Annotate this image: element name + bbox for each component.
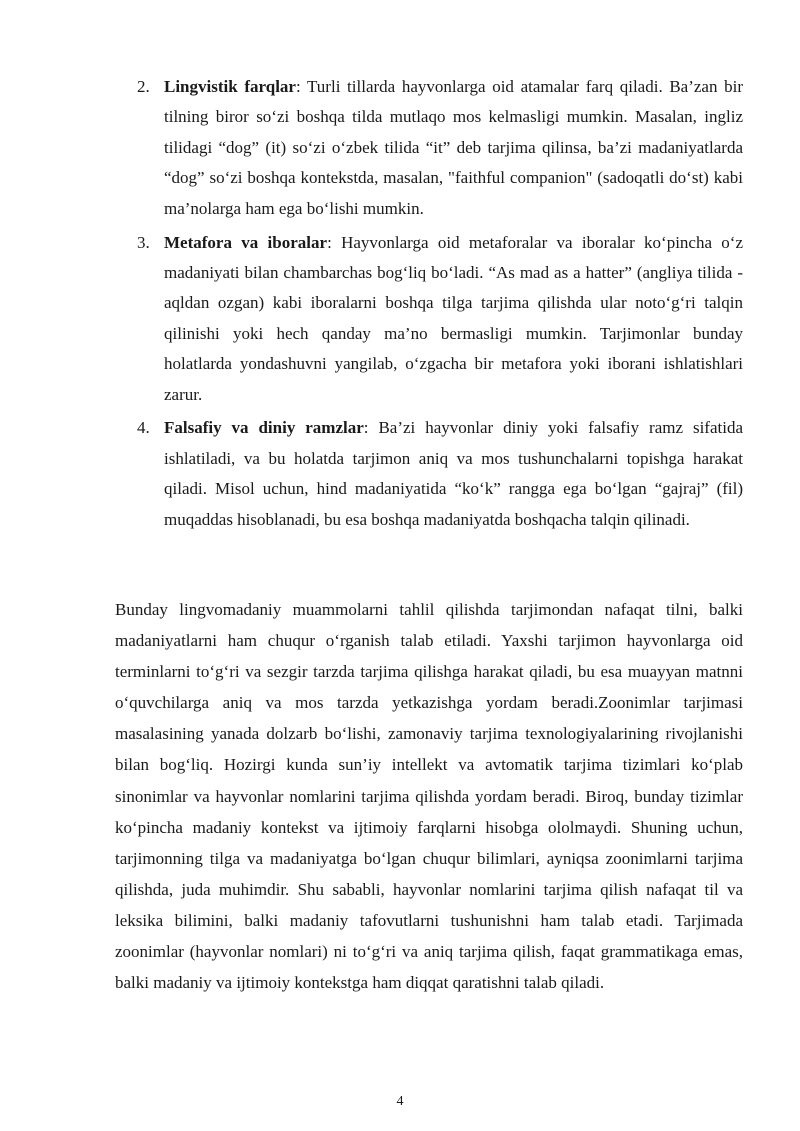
list-item [137,72,743,224]
list-item [137,228,743,410]
list-term: Lingvistik farqlar [164,77,296,96]
list-term: Metafora va iboralar [164,232,328,252]
list-item [137,413,743,535]
list-term: Falsafiy va diniy ramzlar [164,418,364,438]
body-paragraph: Bunday lingvomadaniy muammolarni tahlil qilishda tarjimondan nafaqat tilni, balki madaniyatlarni ham chuqur o‘rganish talab etiladi. Yaxshi tarjimon hayvonlarga oid terminlarni to‘g‘ri va sezgir tarzda tarjima qilishga harakat qiladi, bu esa muayyan matnni o‘quvchilarga aniq va mos tarzda yetkazishga yordam beradi.Zoonimlar tarjimasi masalasining yanada dolzarb bo‘lishi, zamonaviy tarjima texnologiyalarining rivojlanishi bilan bog‘liq. Hozirgi kunda sun’iy intellekt va avtomatik tarjima tizimlari ko‘plab sinonimlar va hayvonlar nomlarini tarjima qilishda yordam beradi. Biroq, bunday tizimlar ko‘pincha madaniy kontekst va ijtimoiy farqlarni hisobga ololmaydi. Shuning uchun, tarjimonning tilga va madaniyatga bo‘lgan chuqur bilimlari, ayniqsa zoonimlarni tarjima qilishda, juda muhimdir. Shu sababli, hayvonlar nomlarini tarjima qilish nafaqat til va leksika bilimini, balki madaniy tafovutlarni tushunishni ham talab etadi. Tarjimada zoonimlar (hayvonlar nomlari) ni to‘g‘ri va aniq tarjima qilish, faqat grammatikaga emas, balki madaniy va ijtimoiy kontekstga ham diqqat qaratishni talab qiladi. [115,600,743,993]
list-text: : Turli tillarda hayvonlarga oid atamalar farq qiladi. Ba’zan bir tilning biror so‘zi boshqa tilda mutlaqo mos kelmasligi mumkin. Masalan, ingliz tilidagi “dog” (it) so‘zi o‘zbek tilida “it” deb tarjima qilinsa, ba’zi madaniyatlarda “dog” so‘zi boshqa kontekstda, masalan, "faithful companion" (sadoqatli do‘st) kabi ma’nolarga ham ega bo‘lishi mumkin. [164,77,743,218]
page-number: 4 [396,1094,404,1109]
list-text: : Ba’zi hayvonlar diniy yoki falsafiy ramz sifatida ishlatiladi, va bu holatda tarjimon aniq va mos tushunchalarni topishga harakat qiladi. Misol uchun, hind madaniyatida “ko‘k” rangga ega bo‘lgan “gajraj” (fil) muqaddas hisoblanadi, bu esa boshqa madaniyatda boshqacha talqin qilinadi. [164,418,744,529]
list-number: 4. [137,418,150,438]
numbered-list [137,72,743,539]
list-text: : Hayvonlarga oid metaforalar va iboralar ko‘pincha o‘z madaniyati bilan chambarchas bog‘liq bo‘ladi. “As mad as a hatter” (angliya tilida - aqldan ozgan) kabi iboralarni boshqa tilga tarjima qilishda ular noto‘g‘ri talqin qilinishi yoki hech qanday ma’no bermasligi mumkin. Tarjimonlar bunday holatlarda yondashuvni yangilab, o‘zgacha bir metafora yoki iborani ishlatishlari zarur. [164,232,744,404]
list-number: 3. [137,232,150,252]
list-number: 2. [137,77,150,96]
